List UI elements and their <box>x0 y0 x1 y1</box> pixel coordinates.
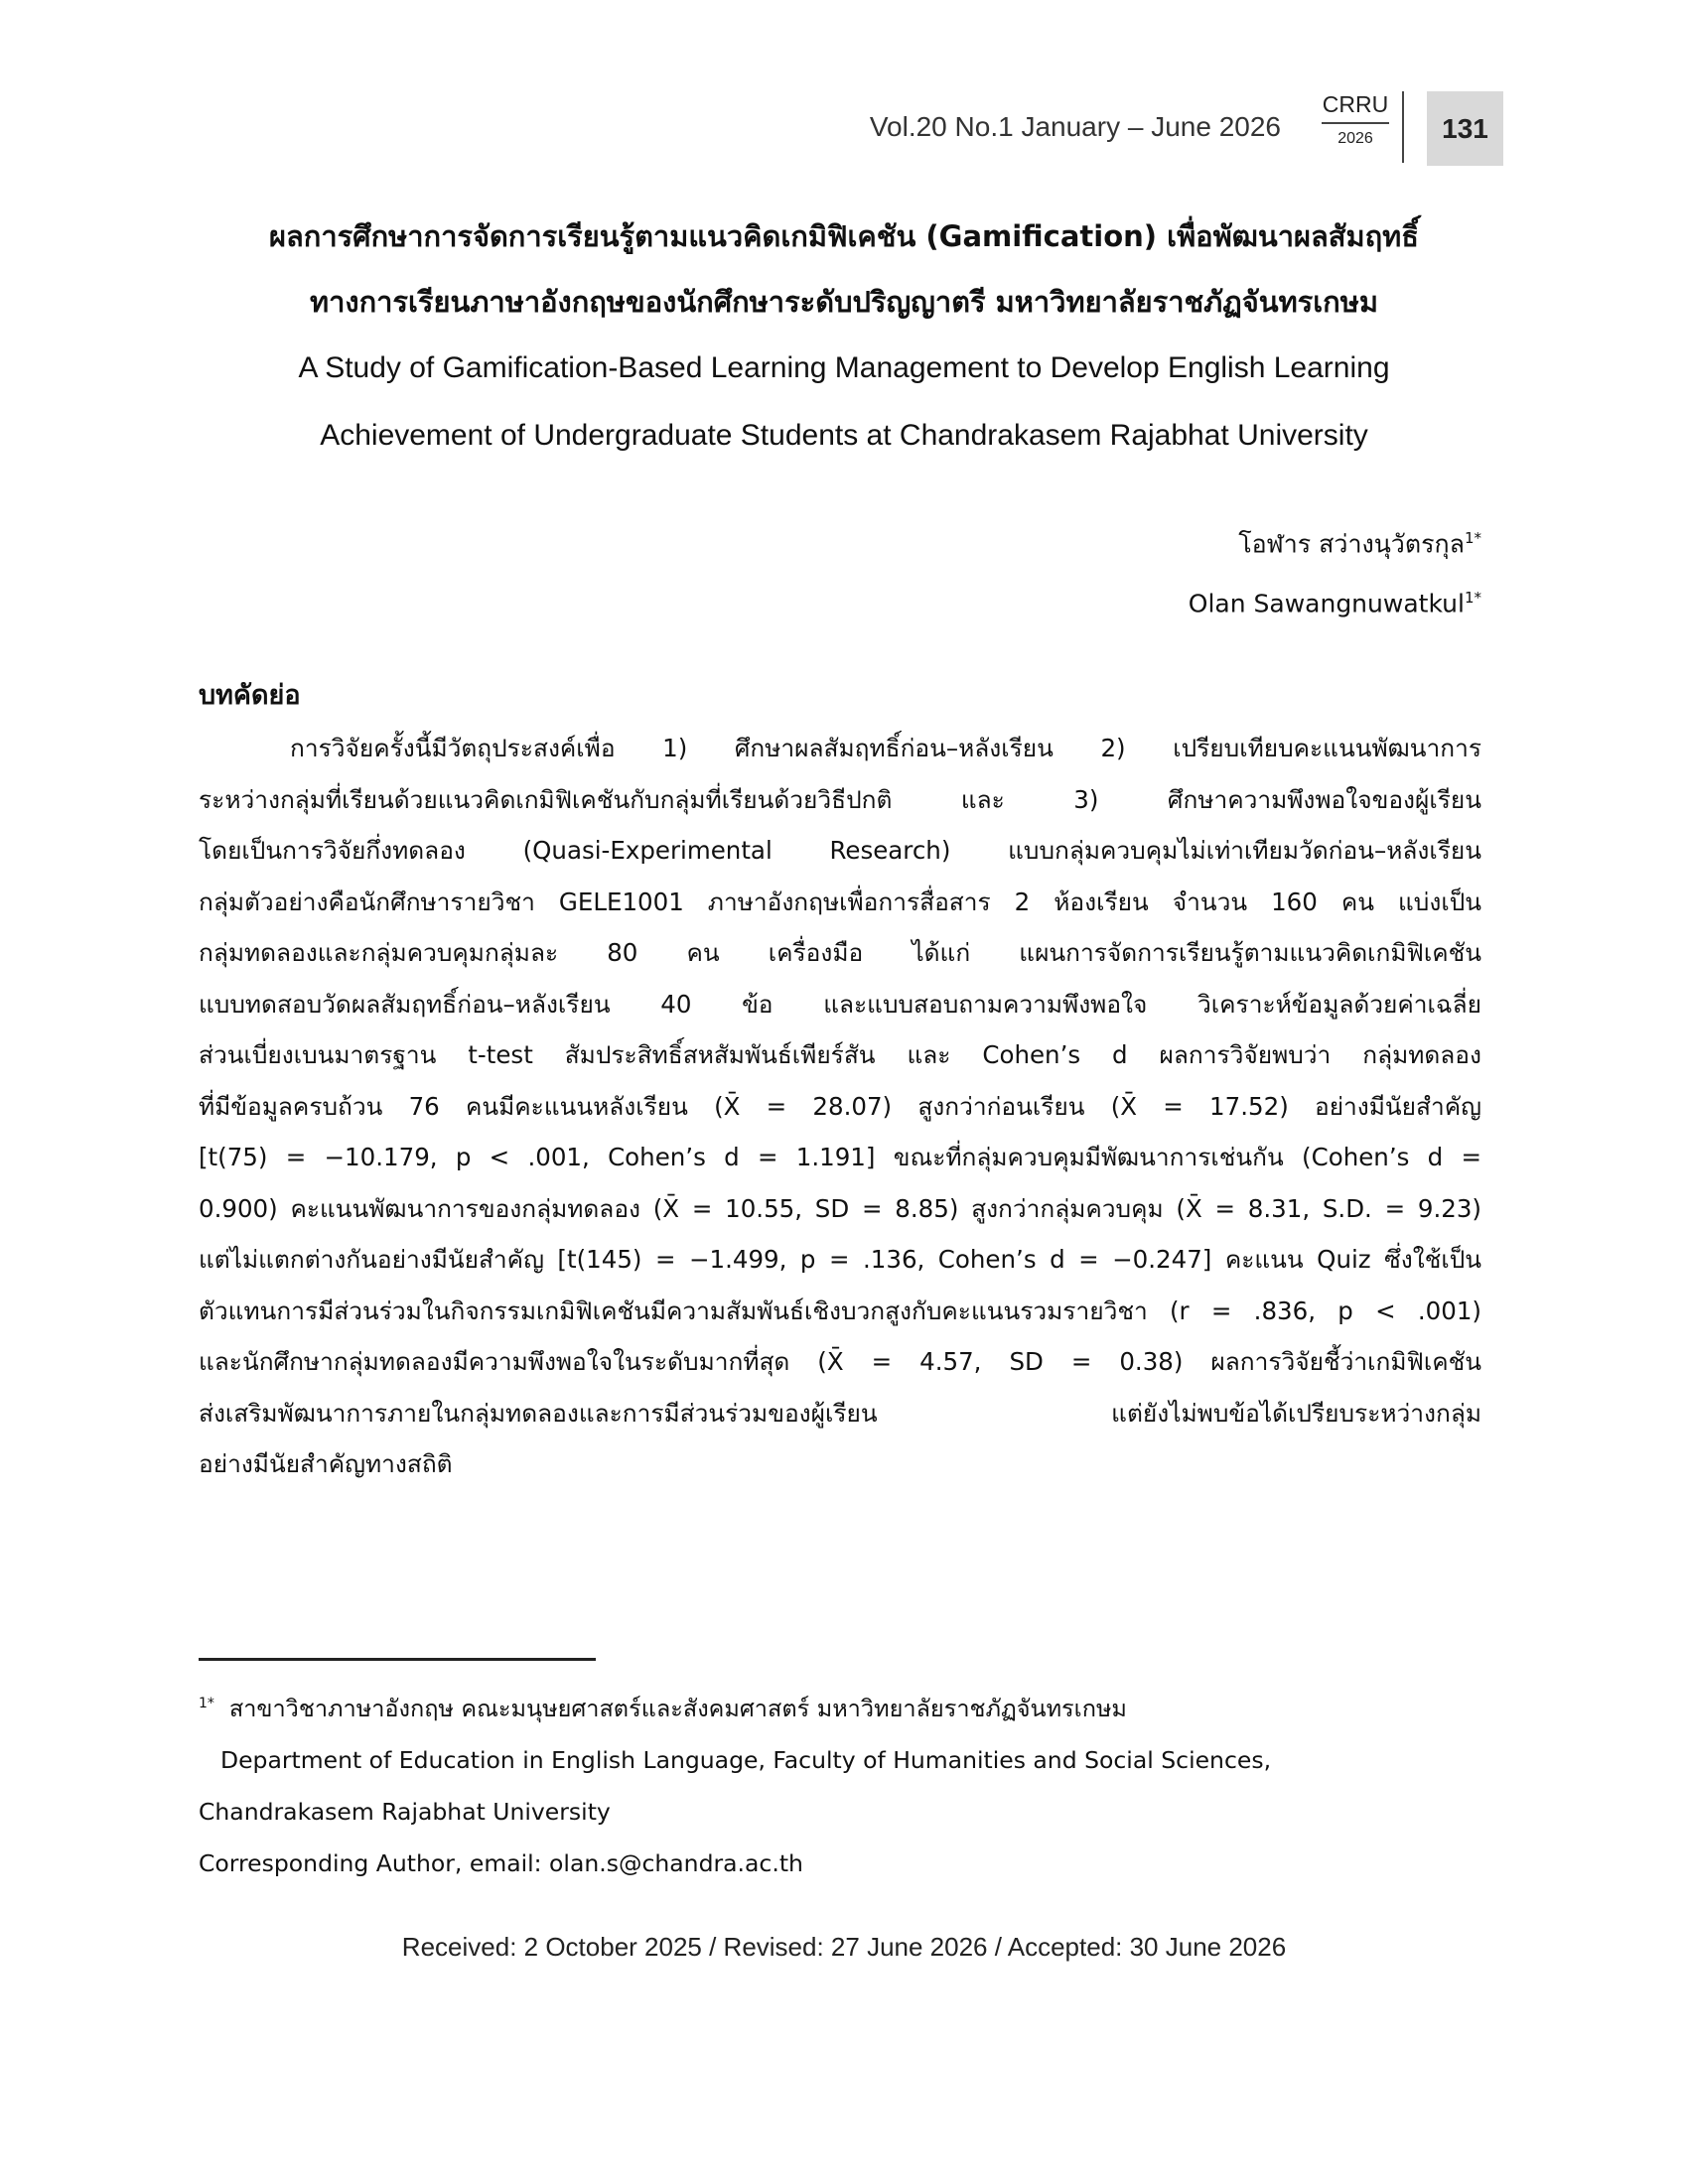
author-english-mark: 1* <box>1464 589 1481 608</box>
abstract-line: โดยเป็นการวิจัยกึ่งทดลอง (Quasi-Experimental Research) แบบกลุ่มควบคุมไม่เท่าเทียมวัดก่อน–หลังเรียน <box>199 836 1481 865</box>
abstract-line: ที่มีข้อมูลครบถ้วน 76 คนมีคะแนนหลังเรียน (X̄ = 28.07) สูงกว่าก่อนเรียน (X̄ = 17.52) อย่างมีนัยสำคัญ <box>199 1091 1481 1121</box>
abstract-line: ตัวแทนการมีส่วนร่วมในกิจกรรมเกมิฟิเคชันมีความสัมพันธ์เชิงบวกสูงกับคะแนนรวมรายวิชา (r = .836, p < .001) <box>199 1296 1481 1325</box>
footnote-english-affiliation-2: Chandrakasem Rajabhat University <box>199 1797 611 1826</box>
journal-abbrev: CRRU <box>1322 91 1389 117</box>
author-block <box>894 511 1481 631</box>
title-english-line-2: Achievement of Undergraduate Students at Chandrakasem Rajabhat University <box>320 419 1368 452</box>
title-thai-line-2: ทางการเรียนภาษาอังกฤษของนักศึกษาระดับปริญญาตรี มหาวิทยาลัยราชภัฏจันทรเกษม <box>310 285 1378 319</box>
abstract-line: แบบทดสอบวัดผลสัมฤทธิ์ก่อน–หลังเรียน 40 ข้อ และแบบสอบถามความพึงพอใจ วิเคราะห์ข้อมูลด้วยค่าเฉลี่ย <box>199 989 1481 1019</box>
abstract-line: แต่ไม่แตกต่างกันอย่างมีนัยสำคัญ [t(145) = −1.499, p = .136, Cohen’s d = −0.247] คะแนน Quiz ซึ่งใช้เป็น <box>199 1245 1481 1274</box>
author-thai-mark: 1* <box>1464 529 1481 547</box>
footnote-rule <box>199 1658 596 1661</box>
title-english-line-1: A Study of Gamification-Based Learning Management to Develop English Learning <box>298 351 1390 384</box>
abstract-line: การวิจัยครั้งนี้มีวัตถุประสงค์เพื่อ 1) ศึกษาผลสัมฤทธิ์ก่อน–หลังเรียน 2) เปรียบเทียบคะแนนพัฒนาการ <box>290 734 1481 762</box>
received-dates: Received: 2 October 2025 / Revised: 27 June 2026 / Accepted: 30 June 2026 <box>401 1932 1287 1962</box>
logo-divider <box>1322 122 1389 124</box>
abstract-line: อย่างมีนัยสำคัญทางสถิติ <box>199 1449 453 1478</box>
footnote-block <box>199 1678 1489 1889</box>
abstract-line: [t(75) = −10.179, p < .001, Cohen’s d = 1.191] ขณะที่กลุ่มควบคุมมีพัฒนาการเช่นกัน (Cohen’s d = <box>199 1143 1481 1171</box>
author-english <box>894 571 1481 630</box>
author-thai <box>894 511 1481 571</box>
page-number: 131 <box>1427 91 1503 166</box>
corresponding-author: Corresponding Author, email: olan.s@chandra.ac.th <box>199 1848 803 1877</box>
author-thai-name: โอฬาร สว่างนุวัตรกุล <box>1238 529 1465 559</box>
abstract-heading: บทคัดย่อ <box>199 680 301 711</box>
footnote-thai <box>199 1678 1489 1734</box>
abstract-line: กลุ่มทดลองและกลุ่มควบคุมกลุ่มละ 80 คน เครื่องมือ ได้แก่ แผนการจัดการเรียนรู้ตามแนวคิดเกมิฟิเคชัน <box>199 938 1481 967</box>
abstract-line: และนักศึกษากลุ่มทดลองมีความพึงพอใจในระดับมากที่สุด (X̄ = 4.57, SD = 0.38) ผลการวิจัยชี้ว่าเกมิฟิเคชัน <box>199 1347 1481 1376</box>
abstract-line: ระหว่างกลุ่มที่เรียนด้วยแนวคิดเกมิฟิเคชันกับกลุ่มที่เรียนด้วยวิธีปกติ และ 3) ศึกษาความพึงพอใจของผู้เรียน <box>199 784 1481 814</box>
footnote-thai-affiliation: สาขาวิชาภาษาอังกฤษ คณะมนุษยศาสตร์และสังคมศาสตร์ มหาวิทยาลัยราชภัฏจันทรเกษม <box>228 1694 1127 1722</box>
abstract-body <box>199 723 1481 1490</box>
header-divider <box>1402 91 1404 163</box>
journal-year: 2026 <box>1337 130 1373 147</box>
abstract-line: กลุ่มตัวอย่างคือนักศึกษารายวิชา GELE1001 ภาษาอังกฤษเพื่อการสื่อสาร 2 ห้องเรียน จำนวน 160 คน แบ่งเป็น <box>199 887 1481 916</box>
abstract-line: 0.900) คะแนนพัฒนาการของกลุ่มทดลอง (X̄ = 10.55, SD = 8.85) สูงกว่ากลุ่มควบคุม (X̄ = 8.31, S.D. = 9.23) <box>199 1193 1481 1223</box>
title-block <box>149 204 1539 470</box>
footnote-mark: 1* <box>199 1696 214 1711</box>
abstract-line: ส่วนเบี่ยงเบนมาตรฐาน t-test สัมประสิทธิ์สหสัมพันธ์เพียร์สัน และ Cohen’s d ผลการวิจัยพบว่า กลุ่มทดลอง <box>199 1040 1481 1069</box>
author-english-name: Olan Sawangnuwatkul <box>1188 589 1465 618</box>
journal-logo-block <box>1316 91 1395 148</box>
abstract-line: ส่งเสริมพัฒนาการภายในกลุ่มทดลองและการมีส่วนร่วมของผู้เรียน แต่ยังไม่พบข้อได้เปรียบระหว่างกลุ่ม <box>199 1398 1481 1428</box>
footnote-english-affiliation-1: Department of Education in English Language, Faculty of Humanities and Social Sciences, <box>220 1745 1272 1774</box>
journal-issue: Vol.20 No.1 January – June 2026 <box>869 111 1281 142</box>
title-thai-line-1: ผลการศึกษาการจัดการเรียนรู้ตามแนวคิดเกมิฟิเคชัน (Gamification) เพื่อพัฒนาผลสัมฤทธิ์ <box>269 219 1419 253</box>
